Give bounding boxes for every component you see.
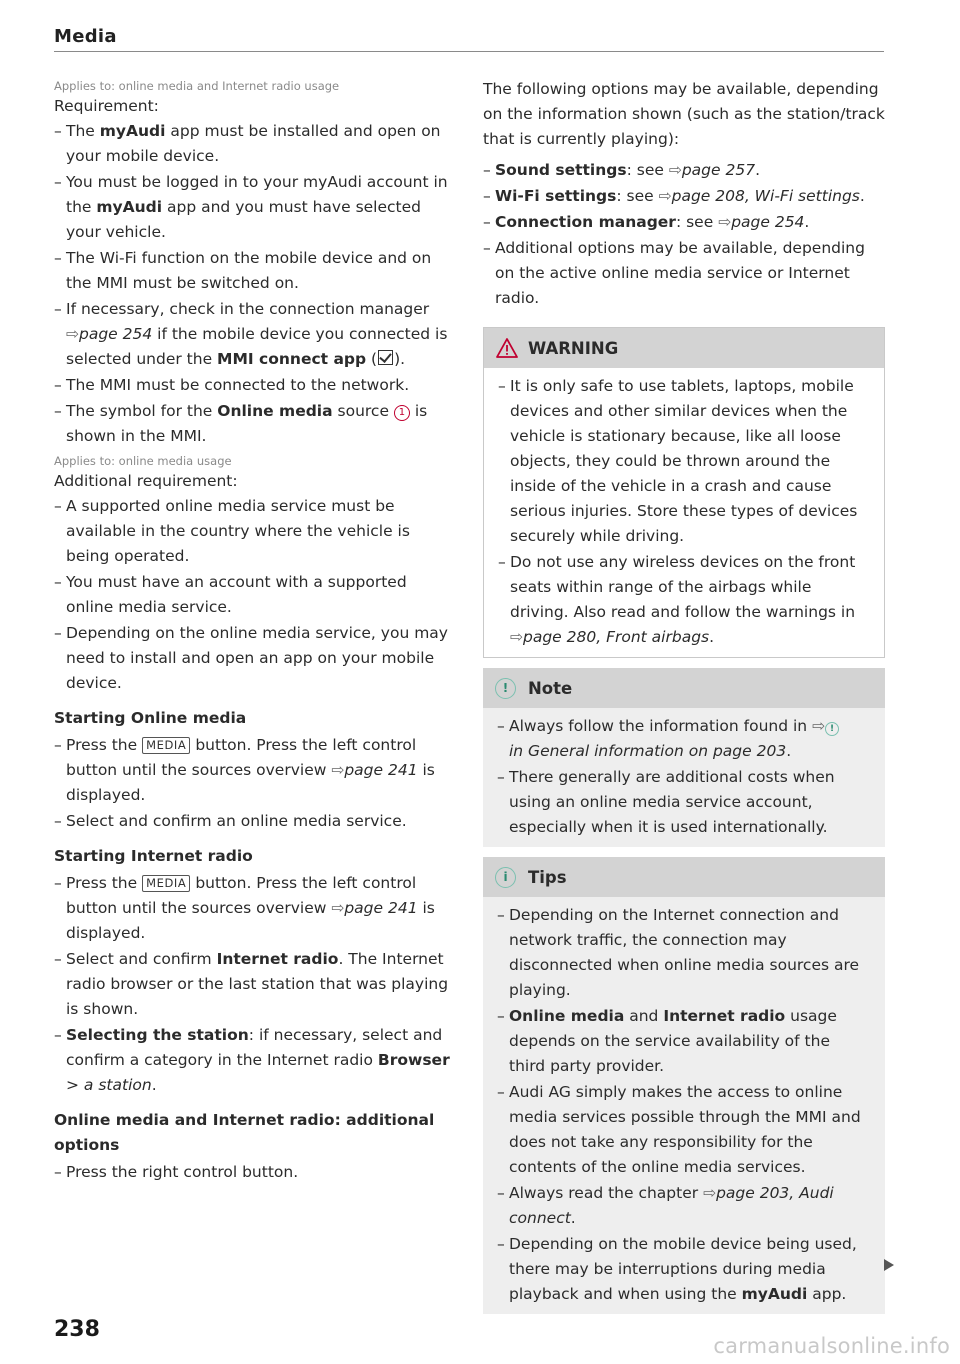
requirement-label: Additional requirement: — [54, 472, 238, 490]
info-icon: i — [495, 867, 516, 888]
continue-arrow-icon — [884, 1259, 894, 1271]
steps-list — [54, 733, 454, 834]
arrow-right-icon: ⇨ — [66, 325, 79, 343]
list-item: – The MMI must be connected to the network. — [54, 373, 454, 398]
callout-number-icon: 1 — [394, 405, 410, 421]
list-item: – Depending on the mobile device being used, there may be interruptions during media playback and when using the myAudi app. — [497, 1232, 871, 1307]
note-exclamation-icon: ! — [825, 722, 839, 736]
note-body — [483, 708, 885, 847]
list-item: – Depending on the online media service, you may need to install and open an app on your mobile device. — [54, 621, 454, 696]
arrow-right-icon: ⇨ — [510, 628, 523, 646]
warning-header — [484, 328, 884, 368]
tips-body — [483, 897, 885, 1314]
left-column — [54, 76, 454, 1186]
warning-body — [484, 368, 884, 657]
list-item: – Press the MEDIA button. Press the left control button until the sources overview ⇨page 241 is displayed. — [54, 871, 454, 946]
options-list — [483, 158, 885, 311]
page-link[interactable]: page 280, Front airbags — [523, 628, 710, 646]
list-item: – The Wi-Fi function on the mobile device and on the MMI must be switched on. — [54, 246, 454, 296]
list-item: – Connection manager: see ⇨page 254. — [483, 210, 885, 235]
page-link[interactable]: page 208, Wi-Fi settings — [671, 187, 860, 205]
media-button-glyph: MEDIA — [142, 737, 190, 754]
page-link[interactable]: page 203, Audi connect — [509, 1184, 834, 1227]
arrow-right-icon: ⇨ — [812, 717, 826, 735]
page-link[interactable]: page 241 — [344, 899, 418, 917]
page-link[interactable]: page 254 — [79, 325, 153, 343]
tips-title: Tips — [528, 867, 567, 887]
list-item: – Online media and Internet radio usage depends on the service availability of the third party provider. — [497, 1004, 871, 1079]
list-item: – Press the MEDIA button. Press the left control button until the sources overview ⇨page 241 is displayed. — [54, 733, 454, 808]
arrow-right-icon: ⇨ — [703, 1184, 717, 1202]
list-item: – There generally are additional costs when using an online media service account, especially when it is used internationally. — [497, 765, 871, 840]
note-list — [497, 714, 871, 840]
list-item: – It is only safe to use tablets, laptops, mobile devices and other similar devices when the vehicle is stationary because, like all loose objects, they could be thrown around the inside of the vehicle in a crash and cause serious injuries. Store these types of devices securely while driving. — [498, 374, 870, 549]
section-heading: Online media and Internet radio: additional options — [54, 1111, 435, 1154]
media-button-glyph: MEDIA — [142, 875, 190, 892]
list-item: – Additional options may be available, depending on the active online media service or Internet radio. — [483, 236, 885, 311]
list-item: – You must be logged in to your myAudi account in the myAudi app and you must have selected your vehicle. — [54, 170, 454, 245]
tips-box — [483, 857, 885, 1314]
list-item: – Select and confirm an online media service. — [54, 809, 454, 834]
steps-list — [54, 871, 454, 1098]
list-item: – You must have an account with a supported online media service. — [54, 570, 454, 620]
arrow-right-icon: ⇨ — [718, 213, 732, 231]
arrow-right-icon: ⇨ — [331, 899, 345, 917]
warning-triangle-icon — [496, 338, 518, 358]
section-heading: Starting Online media — [54, 709, 247, 727]
list-item: – Wi-Fi settings: see ⇨page 208, Wi-Fi settings. — [483, 184, 885, 209]
section-heading: Starting Internet radio — [54, 847, 253, 865]
note-box — [483, 668, 885, 847]
requirement-list — [54, 119, 454, 449]
list-item: – A supported online media service must be available in the country where the vehicle is being operated. — [54, 494, 454, 569]
arrow-right-icon: ⇨ — [331, 761, 345, 779]
list-item: – Press the right control button. — [54, 1160, 454, 1185]
list-item: – Audi AG simply makes the access to online media services possible through the MMI and does not take any responsibility for the contents of the online media services. — [497, 1080, 871, 1180]
warning-title: WARNING — [528, 338, 619, 358]
list-item: – Sound settings: see ⇨page 257. — [483, 158, 885, 183]
list-item: – Depending on the Internet connection and network traffic, the connection may disconnected when online media sources are playing. — [497, 903, 871, 1003]
right-column — [483, 77, 885, 1314]
list-item: – Do not use any wireless devices on the front seats within range of the airbags while driving. Also read and follow the warnings in ⇨page 280, Front airbags. — [498, 550, 870, 650]
page-link[interactable]: page 241 — [344, 761, 418, 779]
page-link[interactable]: page 257 — [681, 161, 756, 179]
list-item: – If necessary, check in the connection manager ⇨page 254 if the mobile device you connected is selected under the MMI connect app ( ). — [54, 297, 454, 372]
list-item: – Always follow the information found in ⇨ ! in General information on page 203. — [497, 714, 871, 764]
options-intro: The following options may be available, depending on the information shown (such as the station/track that is currently playing): — [483, 80, 885, 148]
requirement-list — [54, 494, 454, 696]
watermark: carmanualsonline.info — [713, 1334, 950, 1358]
list-item: – Selecting the station: if necessary, select and confirm a category in the Internet radio Browser > a station. — [54, 1023, 454, 1098]
applies-to-note: Applies to: online media usage — [54, 454, 232, 468]
steps-list — [54, 1160, 454, 1185]
list-item: – The symbol for the Online media source 1 is shown in the MMI. — [54, 399, 454, 449]
applies-to-note: Applies to: online media and Internet radio usage — [54, 79, 340, 93]
page-number: 238 — [54, 1317, 100, 1342]
checkbox-checked-icon — [378, 350, 393, 365]
list-item: – Always read the chapter ⇨page 203, Audi connect. — [497, 1181, 871, 1231]
page-link[interactable]: page 254 — [731, 213, 805, 231]
requirement-label: Requirement: — [54, 97, 159, 115]
arrow-right-icon: ⇨ — [658, 187, 672, 205]
warning-box — [483, 327, 885, 658]
header-divider — [54, 51, 884, 52]
note-header — [483, 668, 885, 708]
tips-header — [483, 857, 885, 897]
warning-list — [498, 374, 870, 650]
note-title: Note — [528, 678, 573, 698]
page-link[interactable]: in General information on page 203 — [509, 742, 787, 760]
arrow-right-icon: ⇨ — [668, 161, 682, 179]
tips-list — [497, 903, 871, 1307]
note-exclamation-icon: ! — [495, 678, 516, 699]
page-section-title: Media — [54, 26, 117, 47]
list-item: – The myAudi app must be installed and open on your mobile device. — [54, 119, 454, 169]
list-item: – Select and confirm Internet radio. The Internet radio browser or the last station that was playing is shown. — [54, 947, 454, 1022]
